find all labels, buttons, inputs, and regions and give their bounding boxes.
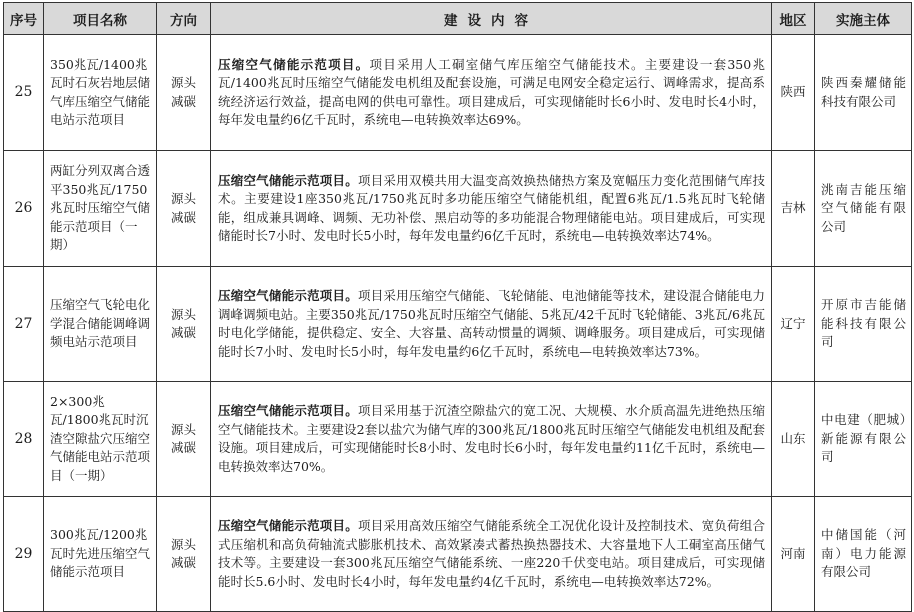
content-text: 项目采用基于沉渣空隙盐穴的宽工况、大规模、水介质高温先进绝热压缩空气储能技术。主要建设2套以盐穴为储气库的300兆瓦/1800兆瓦时压缩空气储能发电机组及配套设施。项目建成后，可实现储能时长8小时、发电时长6小时，每年发电量约11亿千瓦时，系统电—电转换效率达70%。 xyxy=(218,403,765,474)
project-region: 吉林 xyxy=(772,151,815,267)
table-row xyxy=(4,151,912,267)
project-content xyxy=(211,267,772,382)
document-page xyxy=(3,2,912,612)
project-name: 300兆瓦/1200兆瓦时先进压缩空气储能示范项目 xyxy=(44,497,157,612)
project-region: 辽宁 xyxy=(772,267,815,382)
content-lead: 压缩空气储能示范项目。 xyxy=(218,518,358,533)
row-number: 29 xyxy=(4,497,44,612)
project-direction: 源头减碳 xyxy=(157,35,211,151)
header-direction: 方向 xyxy=(157,3,211,35)
row-number: 27 xyxy=(4,267,44,382)
project-name: 2×300兆瓦/1800兆瓦时沉渣空隙盐穴压缩空气储能电站示范项目（一期） xyxy=(44,382,157,497)
project-direction: 源头减碳 xyxy=(157,267,211,382)
project-table xyxy=(3,2,912,612)
project-region: 陕西 xyxy=(772,35,815,151)
header-row xyxy=(4,3,912,35)
content-lead: 压缩空气储能示范项目。 xyxy=(218,403,358,418)
row-number: 28 xyxy=(4,382,44,497)
project-entity: 中储国能（河南）电力能源有限公司 xyxy=(815,497,912,612)
project-content xyxy=(211,151,772,267)
project-region: 河南 xyxy=(772,497,815,612)
project-region: 山东 xyxy=(772,382,815,497)
project-name: 两缸分列双离合透平350兆瓦/1750兆瓦时压缩空气储能示范项目（一期） xyxy=(44,151,157,267)
content-text: 项目采用压缩空气储能、飞轮储能、电池储能等技术，建设混合储能电力调峰调频电站。主要350兆瓦/1750兆瓦时压缩空气储能、5兆瓦/42千瓦时飞轮储能、3兆瓦/6兆瓦时电化学储能，提供稳定、安全、大容量、高转动惯量的调频、调峰服务。项目建成后，可实现储能时长7小时、发电时长5小时，每年发电量约6亿千瓦时，系统电—电转换效率达73%。 xyxy=(218,288,765,359)
header-entity: 实施主体 xyxy=(815,3,912,35)
content-lead: 压缩空气储能示范项目。 xyxy=(218,56,370,72)
project-name: 压缩空气飞轮电化学混合储能调峰调频电站示范项目 xyxy=(44,267,157,382)
project-entity: 中电建（肥城）新能源有限公司 xyxy=(815,382,912,497)
table-row xyxy=(4,35,912,151)
row-number: 25 xyxy=(4,35,44,151)
content-lead: 压缩空气储能示范项目。 xyxy=(218,172,358,188)
project-content xyxy=(211,35,772,151)
project-content xyxy=(211,382,772,497)
header-no: 序号 xyxy=(4,3,44,35)
content-text: 项目采用人工硐室储气库压缩空气储能技术。主要建设一套350兆瓦/1400兆瓦时压缩空气储能发电机组及配套设施，可满足电网安全稳定运行、调峰需求，提高系统经济运行效益，提高电网的供电可靠性。项目建成后，可实现储能时长6小时、发电时长4小时，每年发电量约6亿千瓦时，系统电—电转换效率达69%。 xyxy=(218,56,765,127)
project-content xyxy=(211,497,772,612)
project-direction: 源头减碳 xyxy=(157,497,211,612)
content-text: 项目采用高效压缩空气储能系统全工况优化设计及控制技术、宽负荷组合式压缩机和高负荷轴流式膨胀机技术、高效紧凑式蓄热换热器技术、大容量地下人工硐室高压储气技术等。主要建设一套300兆瓦压缩空气储能系统、一座220千伏变电站。项目建成后，可实现储能时长5.6小时、发电时长4小时，每年发电量约4亿千瓦时，系统电—电转换效率达72%。 xyxy=(218,518,765,589)
project-direction: 源头减碳 xyxy=(157,151,211,267)
table-row xyxy=(4,497,912,612)
project-entity: 洮南吉能压缩空气储能有限公司 xyxy=(815,151,912,267)
row-number: 26 xyxy=(4,151,44,267)
table-row xyxy=(4,382,912,497)
project-direction: 源头减碳 xyxy=(157,382,211,497)
content-lead: 压缩空气储能示范项目。 xyxy=(218,288,358,303)
header-content: 建设内容 xyxy=(211,3,772,35)
content-text: 项目采用双模共用大温变高效换热储热方案及宽幅压力变化范围储气库技术。主要建设1座350兆瓦/1750兆瓦时多功能压缩空气储能机组，配置6兆瓦/1.5兆瓦时飞轮储能，组成兼具调峰、调频、无功补偿、黑启动等的多功能混合物理储能电站。项目建成后，可实现储能时长7小时、发电时长5小时，每年发电量约6亿千瓦时，系统电—电转换效率达74%。 xyxy=(218,172,765,243)
header-name: 项目名称 xyxy=(44,3,157,35)
project-entity: 陕西秦耀储能科技有限公司 xyxy=(815,35,912,151)
header-region: 地区 xyxy=(772,3,815,35)
project-entity: 开原市吉能储能科技有限公司 xyxy=(815,267,912,382)
project-name: 350兆瓦/1400兆瓦时石灰岩地层储气库压缩空气储能电站示范项目 xyxy=(44,35,157,151)
table-row xyxy=(4,267,912,382)
